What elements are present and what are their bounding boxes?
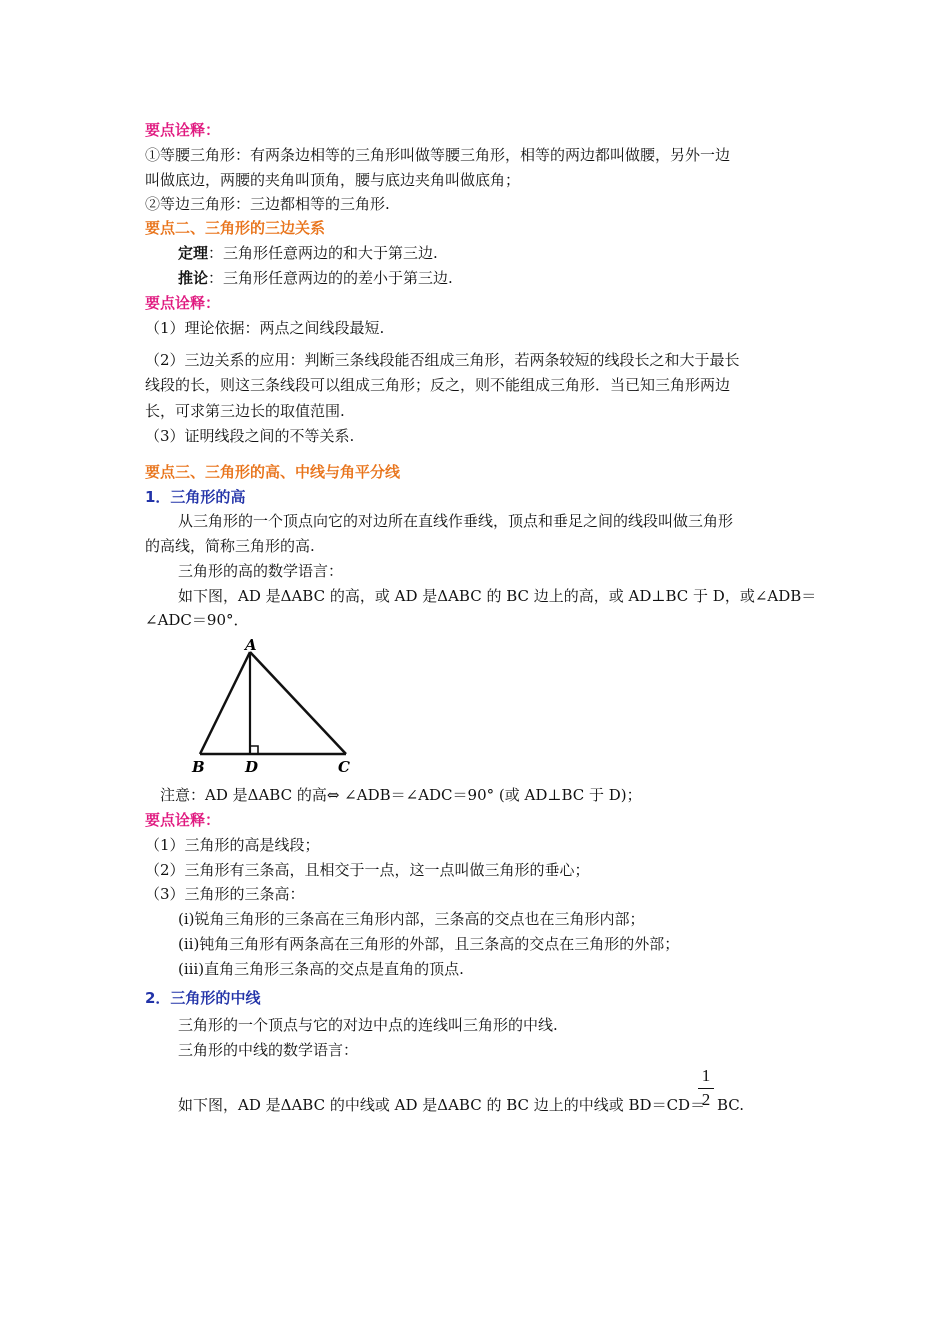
obtuse-triangle-note: (ⅱ)钝角三角形有两条高在三角形的外部，且三条高的交点在三角形的外部； bbox=[178, 935, 680, 953]
altitude-note-item-1: （1）三角形的高是线段； bbox=[145, 836, 320, 854]
one-half-fraction bbox=[698, 1066, 714, 1110]
key-point-note-heading-3: 要点诠释： bbox=[145, 811, 221, 829]
vertex-label-a: A bbox=[245, 636, 257, 654]
note-item-2-line-1: （2）三边关系的应用：判断三条线段能否组成三角形，若两条较短的线段长之和大于最长 bbox=[145, 351, 740, 369]
altitude-math-line-2: ∠ADC＝90°． bbox=[145, 611, 249, 629]
theorem-line bbox=[178, 243, 438, 263]
altitude-note: 注意：AD 是ΔABC 的高⇔ ∠ADB＝∠ADC＝90° (或 AD⊥BC 于 D)； bbox=[160, 786, 642, 804]
section-heading-two: 要点二、三角形的三边关系 bbox=[145, 219, 326, 237]
fraction-denominator: 2 bbox=[701, 1090, 711, 1109]
theorem-label: 定理 bbox=[178, 244, 209, 262]
altitude-math-language-label: 三角形的高的数学语言： bbox=[178, 562, 344, 580]
altitude-definition-line-1: 从三角形的一个顶点向它的对边所在直线作垂线，顶点和垂足之间的线段叫做三角形 bbox=[178, 512, 734, 530]
fraction-numerator: 1 bbox=[701, 1066, 711, 1085]
altitude-definition-line-2: 的高线，简称三角形的高. bbox=[145, 537, 315, 555]
corollary-text: ：三角形任意两边的的差小于第三边. bbox=[208, 269, 453, 287]
altitude-math-line-1: 如下图，AD 是ΔABC 的高，或 AD 是ΔABC 的 BC 边上的高，或 AD⊥BC 于 D，或∠ADB＝ bbox=[178, 587, 817, 605]
key-point-note-heading-2: 要点诠释： bbox=[145, 294, 221, 312]
acute-triangle-note: (ⅰ)锐角三角形的三条高在三角形内部，三条高的交点也在三角形内部； bbox=[178, 910, 645, 928]
median-definition: 三角形的一个顶点与它的对边中点的连线叫三角形的中线. bbox=[178, 1016, 558, 1034]
corollary-line bbox=[178, 268, 453, 288]
note-item-2-line-3: 长，可求第三边长的取值范围. bbox=[145, 402, 345, 420]
foot-label-d: D bbox=[245, 758, 259, 774]
median-math-language-label: 三角形的中线的数学语言： bbox=[178, 1041, 359, 1059]
note-item-2-line-2: 线段的长，则这三条线段可以组成三角形；反之，则不能组成三角形．当已知三角形两边 bbox=[145, 376, 731, 394]
section-heading-three: 要点三、三角形的高、中线与角平分线 bbox=[145, 463, 401, 481]
note-item-1: （1）理论依据：两点之间线段最短. bbox=[145, 319, 385, 337]
fraction-bar bbox=[698, 1088, 714, 1089]
corollary-label: 推论 bbox=[178, 269, 209, 287]
vertex-label-c: C bbox=[338, 758, 350, 774]
median-math-line: 如下图，AD 是ΔABC 的中线或 AD 是ΔABC 的 BC 边上的中线或 BD＝CD＝ bbox=[178, 1096, 706, 1114]
isosceles-definition-line-1: ①等腰三角形：有两条边相等的三角形叫做等腰三角形，相等的两边都叫做腰，另外一边 bbox=[145, 146, 731, 164]
subsection-median-heading: 2．三角形的中线 bbox=[145, 989, 261, 1007]
vertex-label-b: B bbox=[192, 758, 205, 774]
isosceles-definition-line-2: 叫做底边，两腰的夹角叫顶角，腰与底边夹角叫做底角； bbox=[145, 171, 521, 189]
note-item-3: （3）证明线段之间的不等关系. bbox=[145, 427, 355, 445]
altitude-note-item-2: （2）三角形有三条高，且相交于一点，这一点叫做三角形的垂心； bbox=[145, 861, 590, 879]
subsection-altitude-heading: 1．三角形的高 bbox=[145, 488, 246, 506]
triangle-altitude-figure bbox=[190, 632, 358, 774]
side-ac bbox=[250, 652, 346, 754]
side-ab bbox=[200, 652, 250, 754]
key-point-note-heading-1: 要点诠释： bbox=[145, 121, 221, 139]
equilateral-definition: ②等边三角形：三边都相等的三角形. bbox=[145, 195, 390, 213]
median-math-line-end: BC. bbox=[717, 1096, 745, 1114]
right-triangle-note: (ⅲ)直角三角形三条高的交点是直角的顶点. bbox=[178, 960, 464, 978]
theorem-text: ：三角形任意两边的和大于第三边. bbox=[208, 244, 438, 262]
altitude-note-item-3: （3）三角形的三条高： bbox=[145, 885, 305, 903]
